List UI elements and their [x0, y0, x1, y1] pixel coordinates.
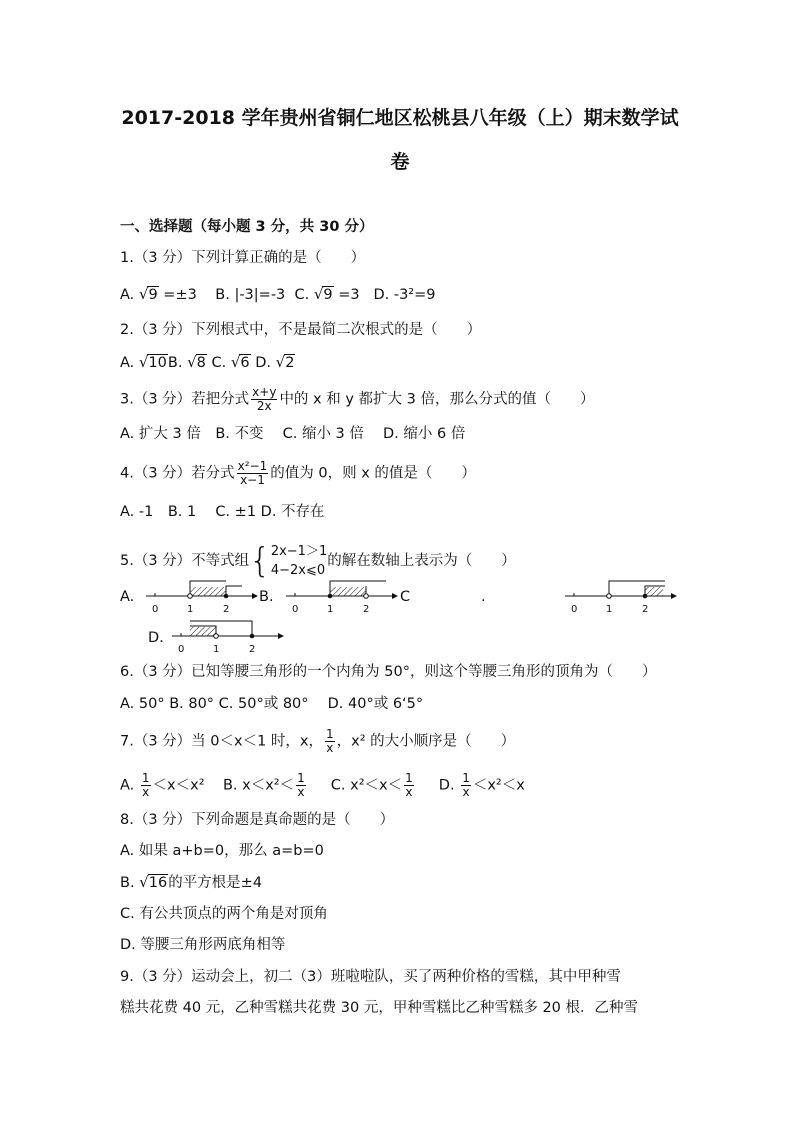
q1-option-b-label: B.	[215, 287, 235, 303]
tick-label-2: 2	[223, 604, 230, 615]
q7-option-d-label: D.	[438, 777, 460, 794]
q3-frac-den: 2x	[256, 399, 272, 413]
question-6-stem: 6.（3 分）已知等腰三角形的一个内角为 50°，则这个等腰三角形的顶角为（ ）	[120, 664, 657, 680]
tick-label-0: 0	[178, 644, 185, 655]
q1-option-d: D. -3²=9	[373, 287, 436, 303]
q7-stem-post: ，x² 的大小顺序是（ ）	[336, 733, 516, 750]
q8-option-b-rest: 的平方根是±4	[168, 875, 263, 891]
question-4-options: A. -1 B. 1 C. ±1 D. 不存在	[120, 504, 325, 520]
number-line-d	[168, 618, 288, 658]
q4-fraction	[237, 460, 269, 487]
q5-inequality-2: 4−2x⩽0	[270, 563, 326, 578]
q3-stem-post: 中的 x 和 y 都扩大 3 倍，那么分式的值（ ）	[279, 391, 595, 408]
question-4-stem	[120, 460, 476, 487]
tick-label-1: 1	[606, 604, 613, 615]
q5-option-a-label: A.	[120, 589, 135, 605]
question-1-options: A. √9 =±3 B. |-3|=-3 C. √9 =3 D. -3²=9	[120, 285, 436, 303]
q7-fraction	[325, 728, 335, 755]
tick-label-2: 2	[249, 644, 256, 655]
tick-label-2: 2	[642, 604, 649, 615]
q8-option-d: D. 等腰三角形两底角相等	[120, 937, 286, 953]
number-line-c	[561, 578, 681, 618]
tick-label-1: 1	[187, 604, 194, 615]
q7-stem-pre: 7.（3 分）当 0＜x＜1 时，x，	[120, 733, 323, 750]
question-3-options: A. 扩大 3 倍 B. 不变 C. 缩小 3 倍 D. 缩小 6 倍	[120, 426, 466, 442]
q5-option-d-label: D.	[148, 630, 164, 646]
q2-option-c-radicand: 6	[240, 355, 250, 371]
q7-option-c: C. x²＜x＜	[330, 777, 403, 794]
question-5-stem	[120, 542, 516, 580]
q1-option-b-text: |-3|=-3	[234, 287, 286, 303]
q2-option-b-label: B.	[167, 355, 188, 371]
q7-option-b: B. x＜x²＜	[222, 777, 295, 794]
q2-option-b-radicand: 8	[196, 355, 206, 371]
tick-label-1: 1	[327, 604, 334, 615]
question-2-options: A. √10B. √8 C. √6 D. √2	[120, 353, 295, 371]
tick-label-2: 2	[363, 604, 370, 615]
q1-option-a-radicand: 9	[148, 287, 158, 303]
question-7-options: A. $\frac{1}{x}$ ＜x＜x² B. x＜x²＜ $\frac{1}{x}$ C. x²＜x＜ $\frac{1}{x}$ D. $\frac{1}{x}$ ＜x²＜x	[120, 771, 525, 799]
q1-option-c-rest: =3	[333, 287, 360, 303]
q5-option-c-dot: .	[481, 589, 486, 605]
q4-stem-post: 的值为 0，则 x 的值是（ ）	[270, 465, 476, 482]
question-6-options: A. 50° B. 80° C. 50°或 80° D. 40°或 6‘5°	[120, 696, 424, 712]
question-9-line2: 糕共花费 40 元，乙种雪糕共花费 30 元，甲种雪糕比乙种雪糕多 20 根．乙种雪	[120, 1000, 639, 1016]
q2-option-a-label: A.	[120, 355, 139, 371]
question-3-stem	[120, 386, 594, 413]
q7-option-a-label: A.	[120, 777, 139, 794]
number-line-a	[142, 578, 262, 618]
question-8-stem: 8.（3 分）下列命题是真命题的是（ ）	[120, 812, 395, 828]
q2-option-d-label: D.	[250, 355, 276, 371]
q1-option-c-label: C.	[294, 287, 314, 303]
tick-label-1: 1	[213, 644, 220, 655]
q7-option-d-rest: ＜x²＜x	[472, 777, 525, 794]
q1-option-a-label: A.	[120, 287, 139, 303]
q1-option-c-radicand: 9	[323, 287, 333, 303]
tick-label-0: 0	[571, 604, 578, 615]
question-7-stem	[120, 728, 515, 755]
q5-option-c-label: C	[400, 589, 411, 605]
q8-option-b: B. √16的平方根是±4	[120, 873, 263, 891]
q4-frac-den: x−1	[240, 473, 265, 487]
q8-option-b-label: B.	[120, 875, 140, 891]
doc-title-line1: 2017-2018 学年贵州省铜仁地区松桃县八年级（上）期末数学试	[121, 107, 679, 129]
q8-option-a: A. 如果 a+b=0，那么 a=b=0	[120, 843, 324, 859]
question-9-line1: 9.（3 分）运动会上，初二（3）班啦啦队，买了两种价格的雪糕，其中甲种雪	[120, 969, 621, 985]
question-1-stem: 1.（3 分）下列计算正确的是（ ）	[120, 250, 366, 266]
q7-frac-den: x	[326, 741, 334, 755]
q7-option-a-rest: ＜x＜x²	[152, 777, 205, 794]
q5-stem-post: 的解在数轴上表示为（ ）	[327, 553, 516, 569]
q5-inequality-system: { 2x−1＞1 4−2x⩽0	[249, 541, 328, 581]
q8-option-c: C. 有公共顶点的两个角是对顶角	[120, 906, 328, 922]
question-2-stem: 2.（3 分）下列根式中，不是最简二次根式的是（ ）	[120, 322, 482, 338]
q5-inequality-1: 2x−1＞1	[270, 544, 328, 559]
tick-label-0: 0	[152, 604, 159, 615]
number-line-b	[282, 578, 402, 618]
q4-frac-num: x²−1	[237, 459, 268, 473]
section-heading-choice: 一、选择题（每小题 3 分，共 30 分）	[120, 219, 374, 235]
q2-option-c-label: C.	[206, 355, 231, 371]
q3-fraction	[251, 386, 277, 413]
q7-frac-num: 1	[326, 727, 334, 741]
q2-option-d-radicand: 2	[285, 355, 295, 371]
q5-option-b-label: B.	[259, 589, 274, 605]
q4-stem-pre: 4.（3 分）若分式	[120, 465, 235, 482]
q2-option-a-radicand: 10	[148, 355, 167, 371]
q1-option-a-rest: =±3	[158, 287, 197, 303]
q3-frac-num: x+y	[252, 385, 277, 399]
tick-label-0: 0	[292, 604, 299, 615]
doc-title-line2: 卷	[390, 151, 410, 173]
q3-stem-pre: 3.（3 分）若把分式	[120, 391, 250, 408]
q5-stem-pre: 5.（3 分）不等式组	[120, 553, 250, 569]
q8-option-b-radicand: 16	[148, 875, 168, 891]
